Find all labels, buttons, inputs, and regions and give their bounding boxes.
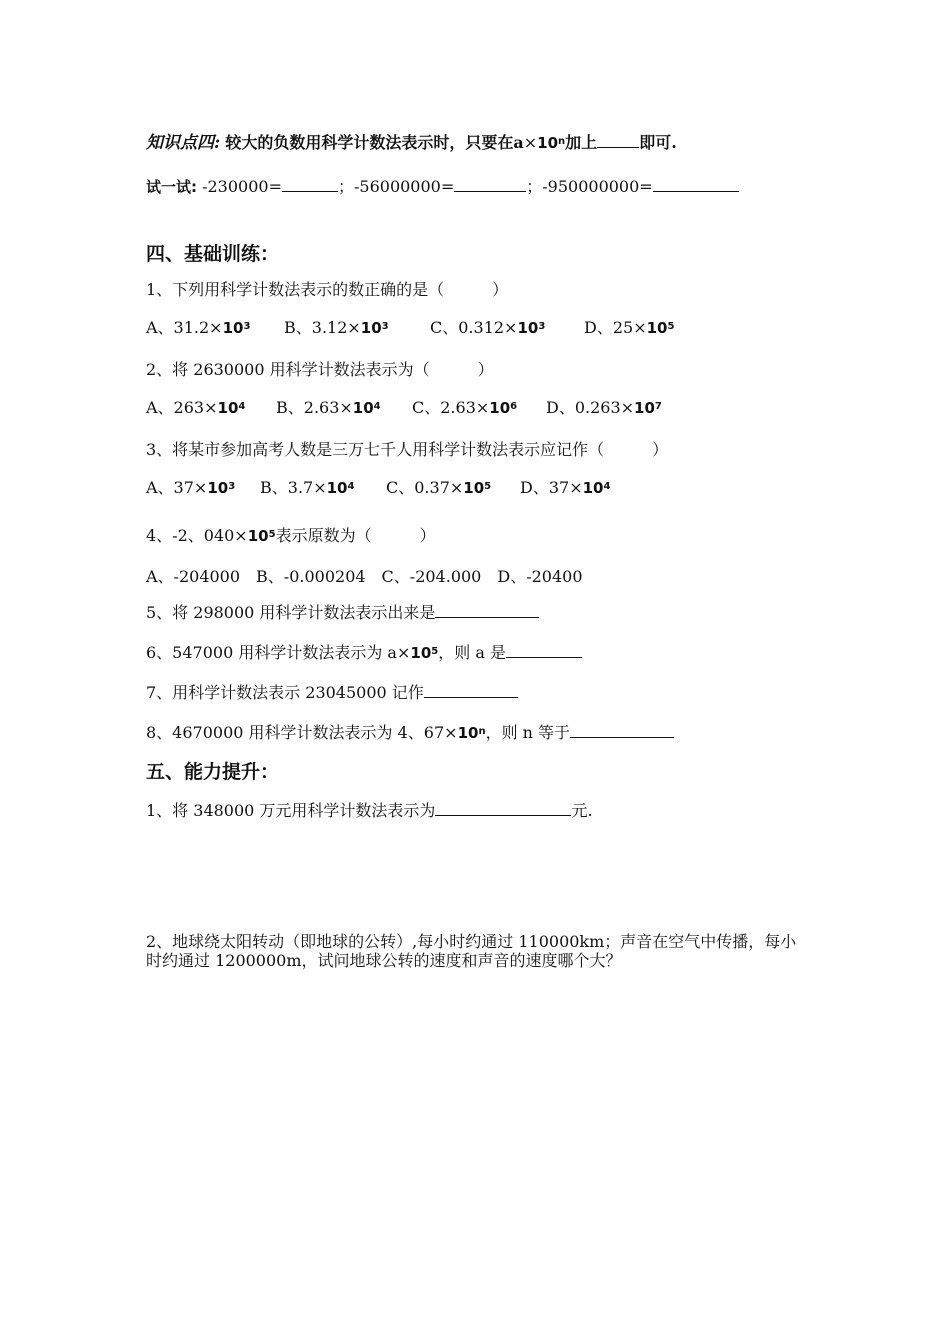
option-c[interactable]: C、$0.312\times 10^3$: [430, 318, 546, 337]
option-b[interactable]: B、$3.12\times 10^3$: [284, 318, 389, 337]
power-expression: 10$^n$: [457, 724, 486, 742]
question-2: 2、将 2630000 用科学计数法表示为（ ）: [146, 360, 494, 379]
try-item-1: -230000=: [202, 177, 282, 196]
power-expression: $10^4$: [326, 479, 355, 497]
power-expression: $10^5$: [247, 527, 276, 545]
option-c[interactable]: C、$2.63\times 10^6$: [412, 398, 518, 417]
power-expression: $10^5$: [410, 644, 439, 662]
power-expression: $10^5$: [463, 479, 492, 497]
question-4: 4、-2、$040\times 10^5$表示原数为（ ）: [146, 526, 436, 545]
power-expression: $10^3$: [517, 319, 546, 337]
problem-2: 2、地球绕太阳转动（即地球的公转）,每小时约通过 110000km；声音在空气中传播，每小时约通过 1200000m，试问地球公转的速度和声音的速度哪个大？: [146, 932, 797, 970]
question-2-options: [146, 398, 662, 421]
question-1-options: [146, 318, 674, 341]
separator: ；: [337, 177, 354, 196]
power-expression: $10^7$: [634, 399, 662, 417]
knowledge-point-text-after: 加上: [565, 133, 598, 152]
power-expression: 10$^n$: [537, 134, 566, 152]
answer-blank-1[interactable]: [282, 175, 338, 192]
option-d[interactable]: D、$25\times 10^5$: [584, 318, 675, 337]
try-item-2: -56000000=: [354, 177, 455, 196]
option-d[interactable]: D、$37\times 10^4$: [520, 478, 611, 497]
try-it-line: [146, 175, 739, 197]
option-b[interactable]: B、$2.63\times 10^4$: [276, 398, 381, 417]
question-8: 8、4670000 用科学计数法表示为 4、$67\times 10^n$，则 n 等于: [146, 721, 674, 746]
question-7: 7、用科学计数法表示 23045000 记作: [146, 681, 518, 703]
question-1: 1、下列用科学计数法表示的数正确的是（ ）: [146, 280, 509, 299]
power-expression: $10^4$: [352, 399, 381, 417]
answer-blank[interactable]: [424, 681, 518, 698]
knowledge-point-text: 较大的负数用科学计数法表示时，只要在: [225, 133, 514, 152]
answer-blank[interactable]: [570, 721, 674, 738]
power-expression: $10^3$: [360, 319, 389, 337]
power-expression: $10^5$: [646, 319, 675, 337]
separator: ；: [526, 177, 543, 196]
power-expression: $10^4$: [582, 479, 611, 497]
answer-blank[interactable]: [435, 799, 571, 816]
knowledge-point-text-end: 即可.: [639, 133, 677, 152]
answer-blank[interactable]: [435, 601, 539, 618]
power-expression: $10^4$: [217, 399, 246, 417]
section-4-heading: 四、基础训练：: [146, 243, 280, 265]
answer-blank[interactable]: [597, 131, 639, 148]
power-expression: $10^3$: [207, 479, 236, 497]
question-4-options: A、-204000 B、-0.000204 C、-204.000 D、-20400: [146, 567, 583, 586]
question-3-options: [146, 478, 610, 501]
question-5: 5、将 298000 用科学计数法表示出来是: [146, 601, 539, 623]
try-it-label: 试一试:: [146, 178, 197, 196]
times-sign: ×: [523, 133, 538, 152]
option-b[interactable]: B、$3.7\times 10^4$: [260, 478, 355, 497]
try-item-3: -950000000=: [542, 177, 653, 196]
answer-blank-3[interactable]: [653, 175, 739, 192]
answer-blank-2[interactable]: [454, 175, 526, 192]
question-3: 3、将某市参加高考人数是三万七千人用科学计数法表示应记作（ ）: [146, 440, 669, 459]
option-a[interactable]: A、$31.2\times 10^3$: [146, 318, 251, 337]
knowledge-point-label: 知识点四:: [146, 133, 221, 153]
answer-blank[interactable]: [506, 641, 582, 658]
option-c[interactable]: C、$0.37\times 10^5$: [386, 478, 492, 497]
var-a: a: [513, 133, 524, 152]
power-expression: $10^6$: [489, 399, 518, 417]
option-d[interactable]: D、$0.263\times 10^7$: [546, 398, 662, 417]
power-expression: $10^3$: [222, 319, 251, 337]
question-6: 6、547000 用科学计数法表示为 $a\times 10^5$，则 a 是: [146, 641, 582, 666]
option-a[interactable]: A、$37\times 10^3$: [146, 478, 236, 497]
problem-1: 1、将 348000 万元用科学计数法表示为 元.: [146, 801, 593, 820]
knowledge-point-4: [146, 131, 677, 156]
section-5-heading: 五、能力提升：: [146, 761, 280, 783]
option-a[interactable]: A、$263\times 10^4$: [146, 398, 246, 417]
